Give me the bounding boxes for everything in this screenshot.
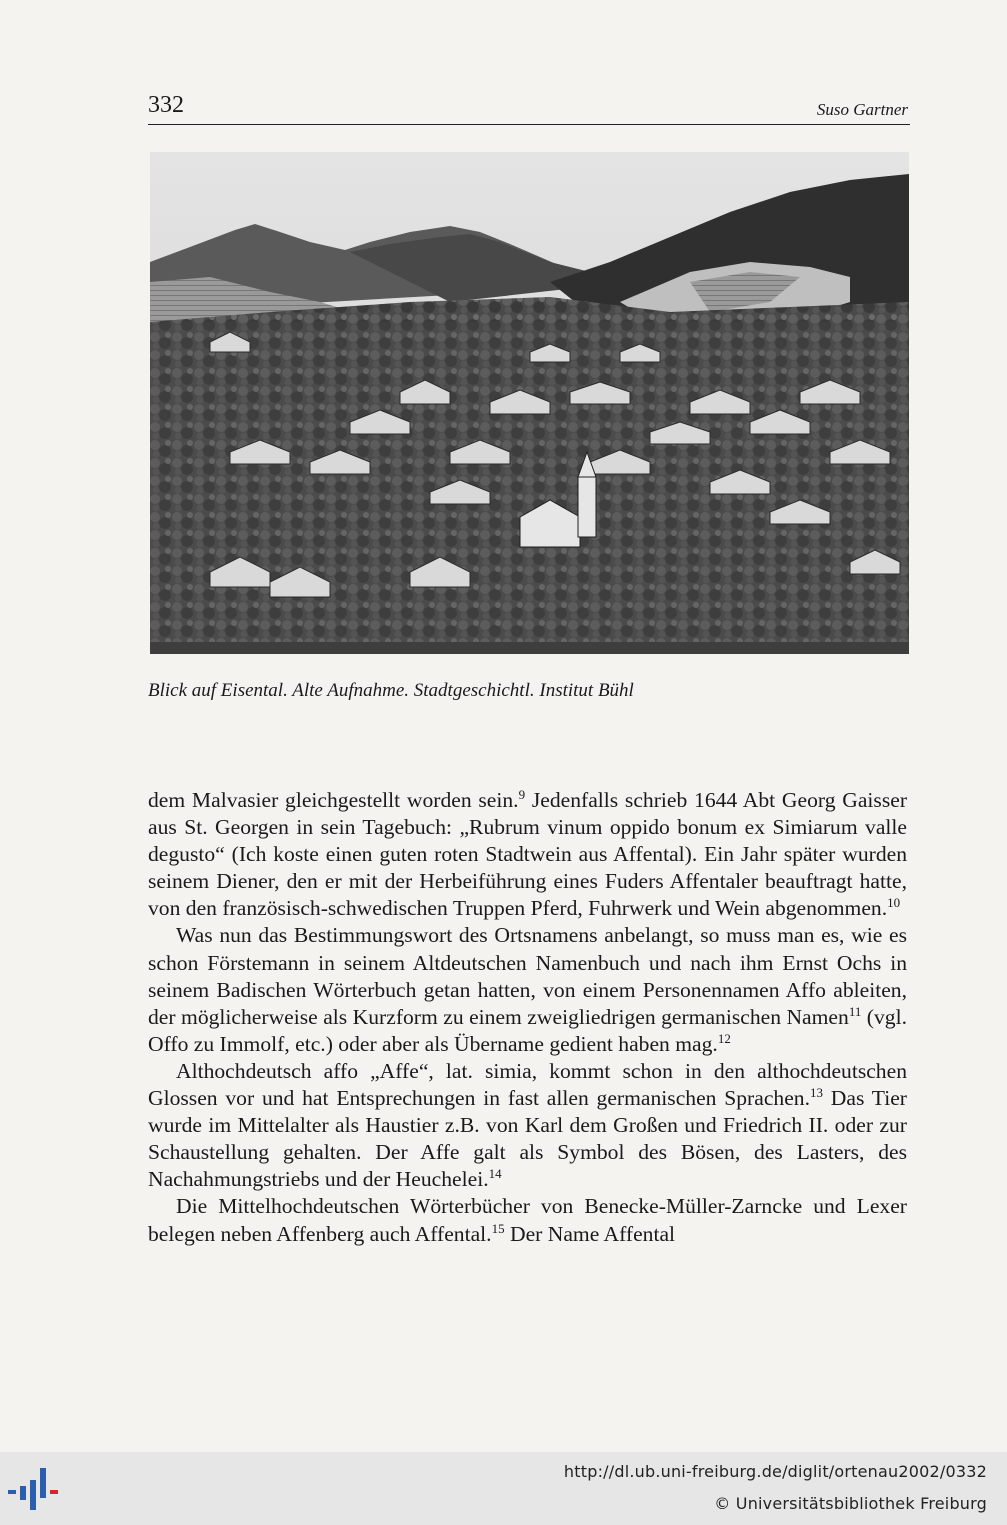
permalink-url-link[interactable]: http://dl.ub.uni-freiburg.de/diglit/ortenau2002/0332 xyxy=(563,1462,987,1481)
text-run: dem Malvasier gleichgestellt worden sein. xyxy=(148,788,519,812)
figure-caption: Blick auf Eisental. Alte Aufnahme. Stadtgeschichtl. Institut Bühl xyxy=(148,680,634,701)
footnote-ref: 15 xyxy=(491,1220,505,1236)
text-run: (vgl. Offo zu Immolf, etc.) oder aber als Übername gedient haben mag. xyxy=(148,1004,907,1056)
page-number: 332 xyxy=(148,92,184,118)
village-photograph xyxy=(150,152,909,654)
text-run: Der Name Affental xyxy=(504,1221,676,1246)
footnote-ref: 11 xyxy=(848,1003,862,1019)
copyright-notice: © Universitätsbibliothek Freiburg xyxy=(714,1494,987,1513)
paragraph-4 xyxy=(148,1193,907,1247)
photo-illustration xyxy=(150,152,909,654)
footnote-ref: 9 xyxy=(518,787,526,802)
library-footer xyxy=(0,1452,1007,1525)
footnote-ref: 12 xyxy=(717,1030,731,1046)
paragraph-3 xyxy=(148,1058,907,1193)
paragraph-2 xyxy=(148,922,907,1057)
footnote-ref: 14 xyxy=(488,1166,502,1182)
body-text xyxy=(148,787,907,1248)
footnote-ref: 13 xyxy=(810,1085,823,1101)
text-run: Die Mittelhochdeutschen Wörterbücher von Benecke-Müller-Zarncke und Lexer belegen neben Affenberg auch Affental. xyxy=(148,1194,907,1246)
text-run: Althochdeutsch affo „Affe“, lat. simia, kommt schon in den althochdeutschen Glossen vor und hat Entsprechungen in fast allen germanischen Sprachen. xyxy=(148,1058,907,1111)
paragraph-1 xyxy=(148,787,907,922)
footnote-ref: 10 xyxy=(887,895,901,911)
text-run: Was nun das Bestimmungswort des Ortsnamens anbelangt, so muss man es, wie es schon Förstemann in seinem Altdeutschen Namenbuch und nach ihm Ernst Ochs in seinem Badischen Wörterbuch getan hatten, von einem Personennamen Affo ableiten, der möglicherweise als Kurzform zu einem zweigliedrigen germanischen Namen xyxy=(148,923,907,1029)
university-library-logo-icon[interactable] xyxy=(6,1466,66,1512)
text-run: Das Tier wurde im Mittelalter als Haustier z.B. von Karl dem Großen und Friedrich II. oder zur Schaustellung gehalten. Der Affe galt als Symbol des Bösen, des Lasters, des Nachahmungstriebs und der Heuchelei. xyxy=(148,1086,907,1192)
header-author: Suso Gartner xyxy=(816,100,908,119)
running-header xyxy=(148,92,910,125)
text-run: Jedenfalls schrieb 1644 Abt Georg Gaisser aus St. Georgen in sein Tagebuch: „Rubrum vinum oppido bonum ex Simiarum valle degusto“ (Ich koste einen guten roten Stadtwein aus Affental). Ein Jahr später wurden seinem Diener, den er mit der Herbeiführung eines Fuders Affentaler beauftragt hatte, von den französisch-schwedischen Truppen Pferd, Fuhrwerk und Wein abgenommen. xyxy=(148,788,908,921)
